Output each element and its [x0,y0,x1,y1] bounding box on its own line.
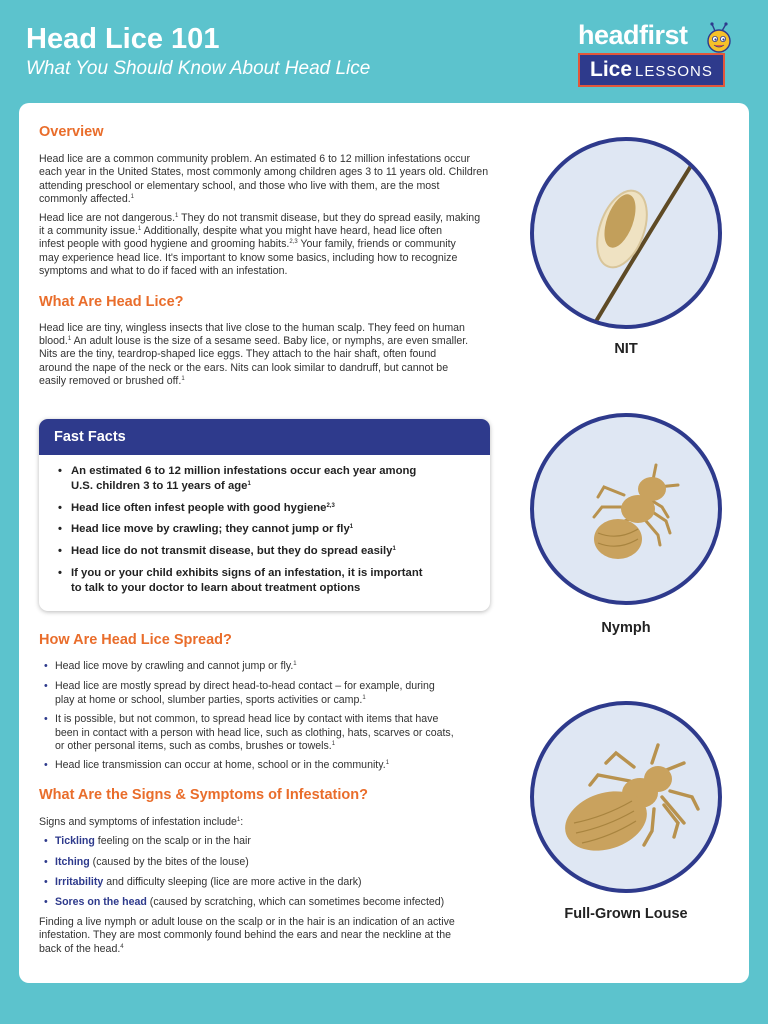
citation: 1 [175,212,179,219]
nymph-illustration [530,413,722,605]
spread-item [39,680,517,707]
text-line: Head lice often infest people with good hygiene [71,501,327,514]
text-line: commonly affected. [39,193,131,206]
text-line: Head lice are tiny, wingless insects that live close to the human scalp. They feed on human [39,321,465,334]
bee-icon [704,22,734,54]
spread-item [39,713,517,753]
text-line: Additionally, despite what you might have heard, head lice often [141,225,443,238]
text-line: They do not transmit disease, but they do spread easily, making [178,211,481,224]
sign-item [39,896,517,909]
page-subtitle: What You Should Know About Head Lice [26,58,371,79]
citation: 1 [130,194,135,201]
signs-intro [39,816,517,829]
citation: 2,3 [289,239,298,246]
logo-lessons: LESSONS [635,63,713,80]
text-line: Head lice do not transmit disease, but they do spread easily [71,545,393,558]
text-line: easily removed or brushed off. [39,375,182,388]
text-line: infestation. They are most commonly found behind the ears and near the neckline at the [39,929,452,942]
louse-icon [534,705,718,889]
logo-lice: Lice [590,58,633,81]
spread-item [39,660,517,673]
text-line: Nits are the tiny, teardrop-shaped lice eggs. They attach to the hair shaft, often found [39,348,437,361]
fast-fact-item [58,464,478,494]
spread-item [39,759,517,772]
sign-item [39,835,517,848]
louse-caption: Full-Grown Louse [564,906,688,922]
citation: 1 [293,661,297,667]
text-line: Head lice move by crawling and cannot jump or fly. [55,660,294,672]
citation: 1 [362,694,366,701]
signs-heading: What Are the Signs & Symptoms of Infestation? [39,786,368,803]
text-line: U.S. children 3 to 11 years of age [71,479,248,492]
text-line: or other personal items, such as combs, brushes or towels. [55,740,332,753]
text-line: been in contact with a person with head lice, such as clothing, hats, scarves or coats, [55,726,454,739]
citation: 2,3 [326,502,335,509]
citation: 1 [67,336,72,343]
text-line: If you or your child exhibits signs of an infestation, it is important [71,566,423,579]
signs-closing [39,916,517,956]
citation: 1 [331,741,336,748]
text-line: Head lice are not dangerous. [39,211,176,224]
text-line: feeling on the scalp or in the hair [94,835,251,848]
fast-facts-heading: Fast Facts [39,419,490,455]
nit-icon [534,141,718,325]
text-line: infest people with good hygiene and grooming habits. [39,238,290,251]
citation: 1 [385,760,390,767]
louse-illustration [530,701,722,893]
citation: 1 [392,546,396,553]
text-line: (caused by scratching, which can sometimes become infected) [146,896,445,909]
text-line: it a community issue. [39,225,138,238]
text-line: may experience head lice. It's important to know some basics, including how to recognize [39,251,458,264]
content-card [19,103,749,983]
text-line: Head lice are mostly spread by direct head-to-head contact – for example, during [55,680,435,693]
sign-keyword: Itching [55,855,90,868]
sign-item [39,856,517,869]
logo-badge [578,53,725,87]
nit-caption: NIT [614,341,638,357]
citation: 1 [236,816,241,823]
citation: 1 [137,226,142,233]
text-column [39,123,517,389]
fast-fact-item [58,544,478,559]
what-are-paragraph [39,322,517,389]
text-line: Head lice transmission can occur at home, school or in the community. [55,759,386,772]
nit-illustration [530,137,722,329]
text-line: Finding a live nymph or adult louse on the scalp or in the hair is an indication of an active [39,915,455,928]
fast-facts-list [39,455,490,596]
text-line: An adult louse is the size of a sesame seed. Baby lice, or nymphs, are even smaller. [71,335,469,348]
sign-item [39,876,517,889]
text-line: An estimated 6 to 12 million infestations occur each year among [71,465,417,477]
spread-heading: How Are Head Lice Spread? [39,632,232,648]
text-line: Head lice are a common community problem. An estimated 6 to 12 million infestations occur [39,153,471,165]
text-line: each year in the United States, most commonly among children ages 3 to 11 years old. Children [39,166,489,179]
nymph-icon [534,417,718,601]
citation: 1 [247,480,251,487]
overview-heading: Overview [39,124,104,140]
text-line: Your family, friends or community [297,238,456,251]
sign-keyword: Tickling [55,835,95,848]
overview-paragraph-2 [39,212,517,279]
headfirst-logo [576,20,746,86]
spread-list [39,660,517,773]
fast-fact-item [58,566,478,596]
text-line: to talk to your doctor to learn about treatment options [71,581,361,594]
text-line: Signs and symptoms of infestation include [39,815,237,828]
page-header [26,22,370,82]
nymph-caption: Nymph [601,620,651,636]
text-line: (caused by the bites of the louse) [89,855,249,868]
text-line: : [240,815,244,828]
signs-list [39,835,517,910]
fast-fact-item [58,501,478,516]
sign-keyword: Irritability [55,876,104,889]
logo-word: headfirst [578,20,688,50]
citation: 1 [181,376,185,383]
text-line: It is possible, but not common, to spread head lice by contact with items that have [55,713,439,726]
text-line: around the nape of the neck or the ears. Nits can look similar to dandruff, but cannot be [39,361,449,374]
text-line: blood. [39,335,68,348]
text-line: Head lice move by crawling; they cannot jump or fly [71,523,350,536]
citation: 1 [349,524,354,531]
overview-paragraph-1 [39,153,517,207]
text-line: attending preschool or elementary school, and those who live with them, are the most [39,179,440,192]
what-are-heading: What Are Head Lice? [39,293,184,310]
fast-fact-item [58,522,478,537]
text-line: play at home or school, slumber parties, sports activities or camp. [55,693,363,706]
text-line: back of the head. [39,942,121,955]
page-title: Head Lice 101 [26,23,220,55]
text-line: and difficulty sleeping (lice are more active in the dark) [103,876,362,889]
sign-keyword: Sores on the head [55,896,147,909]
citation: 4 [120,943,124,950]
text-line: symptoms and what to do if faced with an infestation. [39,265,288,278]
text-column-lower [39,631,517,956]
fast-facts-box [39,419,490,611]
